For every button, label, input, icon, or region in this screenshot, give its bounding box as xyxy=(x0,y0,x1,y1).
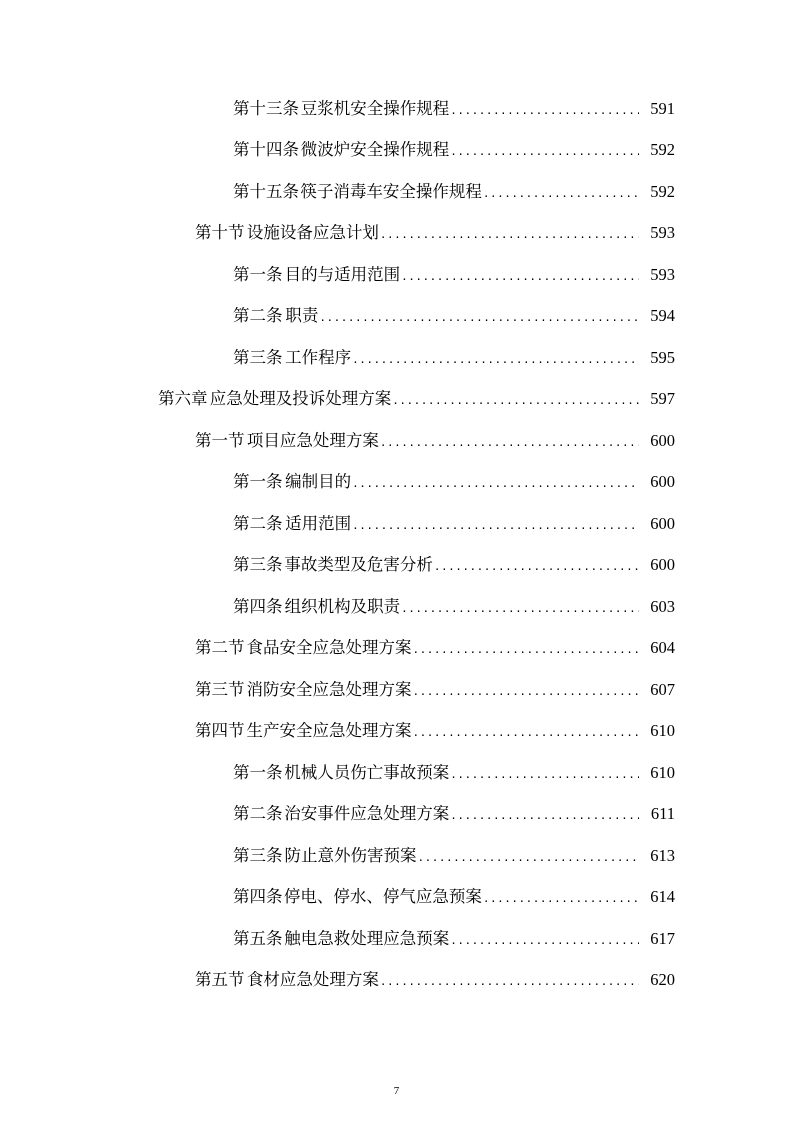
table-of-contents xyxy=(0,88,793,1001)
toc-entry-label: 第二节 xyxy=(195,638,245,657)
toc-entry-page: 607 xyxy=(650,679,675,699)
toc-entry-title: 职责 xyxy=(285,306,319,325)
toc-entry[interactable] xyxy=(0,586,793,628)
toc-entry-title: 适用范围 xyxy=(285,513,352,533)
toc-entry-label: 第一条 xyxy=(233,472,283,491)
toc-entry[interactable] xyxy=(0,711,793,753)
dot-leader xyxy=(392,395,639,406)
toc-entry-label: 第一条 xyxy=(233,264,283,284)
dot-leader xyxy=(319,312,639,323)
toc-entry-title: 食品安全应急处理方案 xyxy=(246,638,412,657)
dot-leader xyxy=(450,810,639,821)
toc-entry-label: 第三条 xyxy=(233,845,283,865)
toc-entry-title: 筷子消毒车安全操作规程 xyxy=(300,181,482,201)
toc-entry[interactable] xyxy=(0,628,793,670)
toc-entry-page: 604 xyxy=(650,638,675,657)
dot-leader xyxy=(401,603,639,614)
toc-entry-page: 613 xyxy=(650,845,675,865)
toc-entry-title: 设施设备应急计划 xyxy=(246,223,379,242)
toc-entry[interactable] xyxy=(0,254,793,296)
toc-entry-label: 第三条 xyxy=(233,555,283,574)
toc-entry-page: 591 xyxy=(650,98,675,118)
toc-entry-page: 610 xyxy=(650,762,675,782)
toc-entry-page: 597 xyxy=(650,389,675,408)
toc-entry-label: 第十四条 xyxy=(233,140,299,159)
page-number: 7 xyxy=(393,1085,400,1097)
toc-entry[interactable] xyxy=(0,130,793,172)
toc-entry-title: 停电、停水、停气应急预案 xyxy=(283,887,482,906)
toc-entry[interactable] xyxy=(0,462,793,504)
toc-entry[interactable] xyxy=(0,88,793,130)
toc-entry-title: 防止意外伤害预案 xyxy=(284,845,417,865)
toc-entry-label: 第一节 xyxy=(195,430,245,450)
toc-entry-page: 611 xyxy=(650,804,675,823)
dot-leader xyxy=(450,935,639,946)
dot-leader xyxy=(352,478,639,489)
toc-entry-title: 项目应急处理方案 xyxy=(246,430,379,450)
toc-entry[interactable] xyxy=(0,835,793,877)
toc-entry-label: 第十三条 xyxy=(233,98,299,118)
toc-entry-page: 593 xyxy=(650,264,675,284)
toc-entry-label: 第二条 xyxy=(233,306,283,325)
toc-entry-page: 592 xyxy=(650,181,675,201)
dot-leader xyxy=(352,520,639,531)
toc-entry[interactable] xyxy=(0,918,793,960)
toc-entry-page: 610 xyxy=(650,721,675,740)
toc-entry[interactable] xyxy=(0,960,793,1002)
dot-leader xyxy=(380,437,639,448)
toc-entry-title: 工作程序 xyxy=(285,347,352,367)
dot-leader xyxy=(450,146,639,157)
toc-entry[interactable] xyxy=(0,794,793,836)
toc-entry-page: 600 xyxy=(650,555,675,574)
dot-leader xyxy=(380,229,639,240)
toc-entry[interactable] xyxy=(0,379,793,421)
toc-entry-label: 第三条 xyxy=(233,347,283,367)
toc-entry-page: 593 xyxy=(650,223,675,242)
dot-leader xyxy=(401,271,639,282)
toc-entry[interactable] xyxy=(0,545,793,587)
toc-entry-page: 592 xyxy=(650,140,675,159)
toc-entry[interactable] xyxy=(0,877,793,919)
toc-entry-label: 第三节 xyxy=(195,679,245,699)
toc-entry-title: 微波炉安全操作规程 xyxy=(300,140,450,159)
toc-entry-label: 第一条 xyxy=(233,762,283,782)
toc-entry-label: 第十节 xyxy=(195,223,245,242)
dot-leader xyxy=(413,727,639,738)
toc-entry-title: 目的与适用范围 xyxy=(284,264,401,284)
toc-entry-label: 第四条 xyxy=(233,887,283,906)
toc-entry[interactable] xyxy=(0,503,793,545)
toc-entry-title: 应急处理及投诉处理方案 xyxy=(209,389,392,408)
toc-entry-label: 第四条 xyxy=(233,596,283,616)
toc-entry-title: 食材应急处理方案 xyxy=(246,970,379,989)
toc-entry[interactable] xyxy=(0,171,793,213)
toc-entry-page: 603 xyxy=(650,596,675,616)
dot-leader xyxy=(450,105,639,116)
toc-entry-page: 595 xyxy=(650,347,675,367)
dot-leader xyxy=(413,644,639,655)
dot-leader xyxy=(450,769,639,780)
toc-entry-page: 617 xyxy=(650,928,675,948)
dot-leader xyxy=(413,686,639,697)
toc-entry-title: 编制目的 xyxy=(285,472,352,491)
toc-entry[interactable] xyxy=(0,752,793,794)
toc-entry-title: 生产安全应急处理方案 xyxy=(246,721,412,740)
toc-entry-label: 第五条 xyxy=(233,928,283,948)
toc-entry[interactable] xyxy=(0,420,793,462)
toc-entry-title: 消防安全应急处理方案 xyxy=(246,679,412,699)
toc-entry[interactable] xyxy=(0,337,793,379)
toc-entry-page: 600 xyxy=(650,430,675,450)
toc-entry-label: 第二条 xyxy=(233,513,283,533)
toc-entry-page: 594 xyxy=(650,306,675,325)
dot-leader xyxy=(418,852,640,863)
toc-entry-title: 治安事件应急处理方案 xyxy=(284,804,450,823)
toc-entry[interactable] xyxy=(0,213,793,255)
toc-entry-page: 600 xyxy=(650,513,675,533)
toc-entry-title: 触电急救处理应急预案 xyxy=(284,928,450,948)
toc-entry[interactable] xyxy=(0,296,793,338)
dot-leader xyxy=(483,188,639,199)
toc-entry-label: 第十五条 xyxy=(233,181,299,201)
dot-leader xyxy=(352,354,639,365)
toc-entry-label: 第二条 xyxy=(233,804,283,823)
toc-entry-label: 第四节 xyxy=(195,721,245,740)
toc-entry-label: 第五节 xyxy=(195,970,245,989)
toc-entry-title: 事故类型及危害分析 xyxy=(284,555,433,574)
toc-entry-title: 机械人员伤亡事故预案 xyxy=(284,762,450,782)
dot-leader xyxy=(483,893,639,904)
toc-entry[interactable] xyxy=(0,669,793,711)
toc-entry-title: 豆浆机安全操作规程 xyxy=(300,98,450,118)
toc-entry-page: 620 xyxy=(650,970,675,989)
toc-entry-page: 600 xyxy=(650,472,675,491)
toc-entry-page: 614 xyxy=(650,887,675,906)
toc-entry-title: 组织机构及职责 xyxy=(284,596,401,616)
dot-leader xyxy=(380,976,639,987)
toc-entry-label: 第六章 xyxy=(158,389,208,408)
dot-leader xyxy=(434,561,639,572)
